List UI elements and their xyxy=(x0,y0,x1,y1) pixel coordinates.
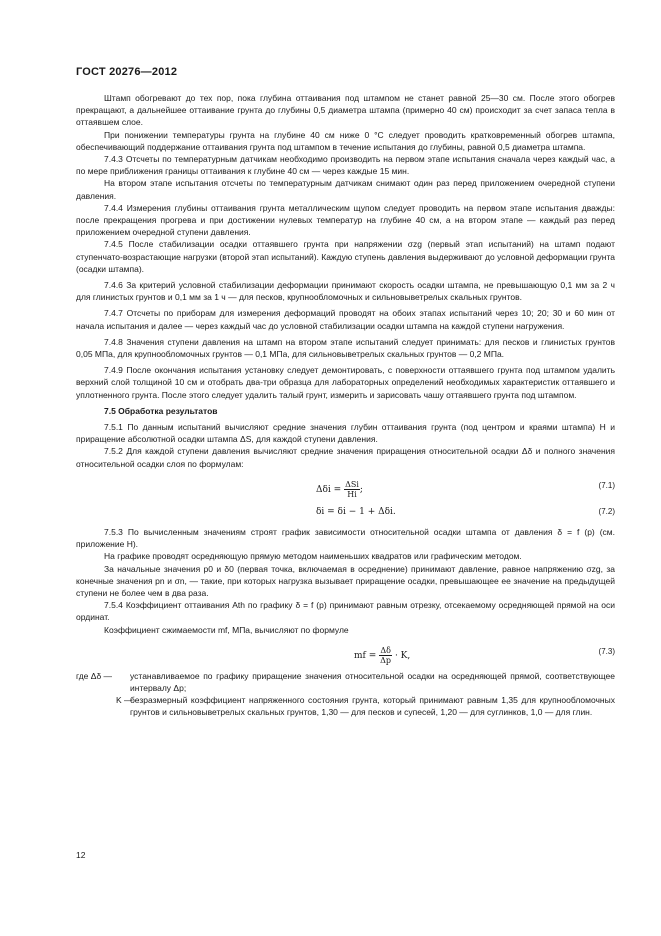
equation-number: (7.3) xyxy=(598,646,615,656)
equation-fraction xyxy=(344,480,360,499)
equation-tail: · K, xyxy=(394,650,411,661)
fraction-numerator: Δδ xyxy=(380,645,391,655)
paragraph-7-4-7: 7.4.7 Отсчеты по приборам для измерения деформаций проводят на обоих этапах испытаний через 10; 20; 30 и 60 мин от начала испытания и далее — через каждый час до условной стабилизации осадки штампа на каждой ступени нагружения. xyxy=(76,308,615,331)
equation-number: (7.2) xyxy=(598,506,615,516)
where-label: где Δδ — xyxy=(76,670,113,681)
equation-fraction xyxy=(379,646,392,665)
paragraph-7-4-4: 7.4.4 Измерения глубины оттаивания грунта металлическим щупом следует проводить на первом этапе испытания дважды: после прекращения прогрева и при достижении нулевых температур на глубине 40 см, а на втором этапе — каждый раз перед приложением очередной ступени давления. xyxy=(76,202,615,238)
paragraph: Коэффициент сжимаемости mf, МПа, вычисляют по формуле xyxy=(104,624,349,635)
fraction-denominator: Δp xyxy=(380,655,392,665)
equation-tail: ; xyxy=(359,484,363,495)
paragraph-7-5-4: 7.5.4 Коэффициент оттаивания Ath по графику δ = f (p) принимают равным отрезку, отсекаемому осредняющей прямой на оси ординат. xyxy=(76,600,615,623)
paragraph-7-4-5: 7.4.5 После стабилизации осадки оттаявшего грунта при напряжении σzg (первый этап испытаний) на штамп подают ступенчато-возрастающие нагрузки (второй этап испытаний). Каждую ступень давления выдерживают до условной деформации грунта (осадки штампа). xyxy=(76,239,615,274)
where-text: безразмерный коэффициент напряженного состояния грунта, который принимают равным 1,35 для крупнообломочных грунтов и сильновыветрелых скальных грунтов, 1,30 — для песков и супесей, 1,20 — для суглинков, 1,0 — для глин. xyxy=(130,695,615,718)
paragraph-7-4-3: 7.4.3 Отсчеты по температурным датчикам необходимо производить на первом этапе испытания сначала через каждый час, а по мере приближения границы оттаивания к глубине 40 см — через каждые 15 мин. xyxy=(76,154,615,177)
paragraph-7-5-2: 7.5.2 Для каждой ступени давления вычисляют средние значения приращения относительной осадки Δδ и полного значения относительной осадки слоя по формулам: xyxy=(76,446,615,469)
where-clause-k xyxy=(76,694,615,718)
page-number: 12 xyxy=(76,850,86,860)
paragraph-7-5-1: 7.5.1 По данным испытаний вычисляют средние значения глубин оттаивания грунта (под центром и краями штампа) H и приращение абсолютной осадки штампа ΔS, для каждой ступени давления. xyxy=(76,422,615,445)
paragraph: Штамп обогревают до тех пор, пока глубина оттаивания под штампом не станет равной 25—30 см. После этого обогрев прекращают, а дальнейшее оттаивание грунта до глубины 0,5 диаметра штампа (примерно 40 см) происходит за счет запаса тепла в оттаявшем слое. xyxy=(76,93,615,128)
equation-number: (7.1) xyxy=(598,480,615,490)
paragraph-7-4-6: 7.4.6 За критерий условной стабилизации деформации принимают скорость осадки штампа, не превышающую 0,1 мм за 2 ч для глинистых грунтов и 0,1 мм за 1 ч — для песков, крупнообломочных и сильновыветрелых скальных грунтов. xyxy=(76,280,615,303)
equation-7-2 xyxy=(76,504,615,522)
where-clause-delta xyxy=(76,670,615,694)
paragraph: При понижении температуры грунта на глубине 40 см ниже 0 °С следует проводить кратковременный обогрев штампа, обеспечивающий поддержание оттаивания грунта под штампом в течение испытания до глубины, равной 0,5 диаметра штампа. xyxy=(76,129,615,152)
where-label: K — xyxy=(116,695,133,706)
paragraph-7-4-9: 7.4.9 После окончания испытания установку следует демонтировать, с поверхности оттаявшего грунта под штампом удалить верхний слой толщиной 10 см и отобрать два-три образца для лабораторных определений необходимых характеристик оттаявшего и уплотненного грунта. После этого следует удалить талый грунт, измерить и зарисовать чашу оттаявшего грунта под штампом. xyxy=(76,365,615,400)
paragraph: На графике проводят осредняющую прямую методом наименьших квадратов или графическим методом. xyxy=(104,551,522,562)
equation-lhs: mf = xyxy=(354,650,377,661)
equation-7-1 xyxy=(76,474,615,500)
equation-text: δi = δi − 1 + Δδi. xyxy=(316,506,396,517)
fraction-numerator: ΔSi xyxy=(345,479,359,489)
document-body xyxy=(76,92,615,719)
paragraph: За начальные значения p0 и δ0 (первая точка, включаемая в осреднение) принимают давление, равное напряжению σzg, за конечные значения pn и σn, — такие, при которых нагрузка вызывает приращение осадки, превышающее ее значение на предыдущей ступени не более чем в два раза. xyxy=(76,563,615,598)
paragraph-7-4-8: 7.4.8 Значения ступени давления на штамп на втором этапе испытаний следует принимать: для песков и глинистых грунтов 0,05 МПа, для крупнообломочных грунтов — 0,1 МПа, для сильновыветрелых скальных грунтов — 0,2 МПа. xyxy=(76,336,615,360)
section-heading: 7.5 Обработка результатов xyxy=(104,405,218,416)
paragraph-7-5-3: 7.5.3 По вычисленным значениям строят график зависимости относительной осадки штампа от давления δ = f (p) (см. приложение Н). xyxy=(76,526,615,550)
where-text: устанавливаемое по графику приращение значения относительной осадки на осредняющей прямой, соответствующее интервалу Δp; xyxy=(130,670,615,693)
paragraph: На втором этапе испытания отсчеты по температурным датчикам снимают один раз перед приложением очередной ступени давления. xyxy=(76,178,615,201)
equation-7-3 xyxy=(76,640,615,666)
document-header: ГОСТ 20276—2012 xyxy=(76,66,178,78)
fraction-denominator: Hi xyxy=(347,489,357,499)
equation-lhs: Δδi = xyxy=(316,484,342,495)
